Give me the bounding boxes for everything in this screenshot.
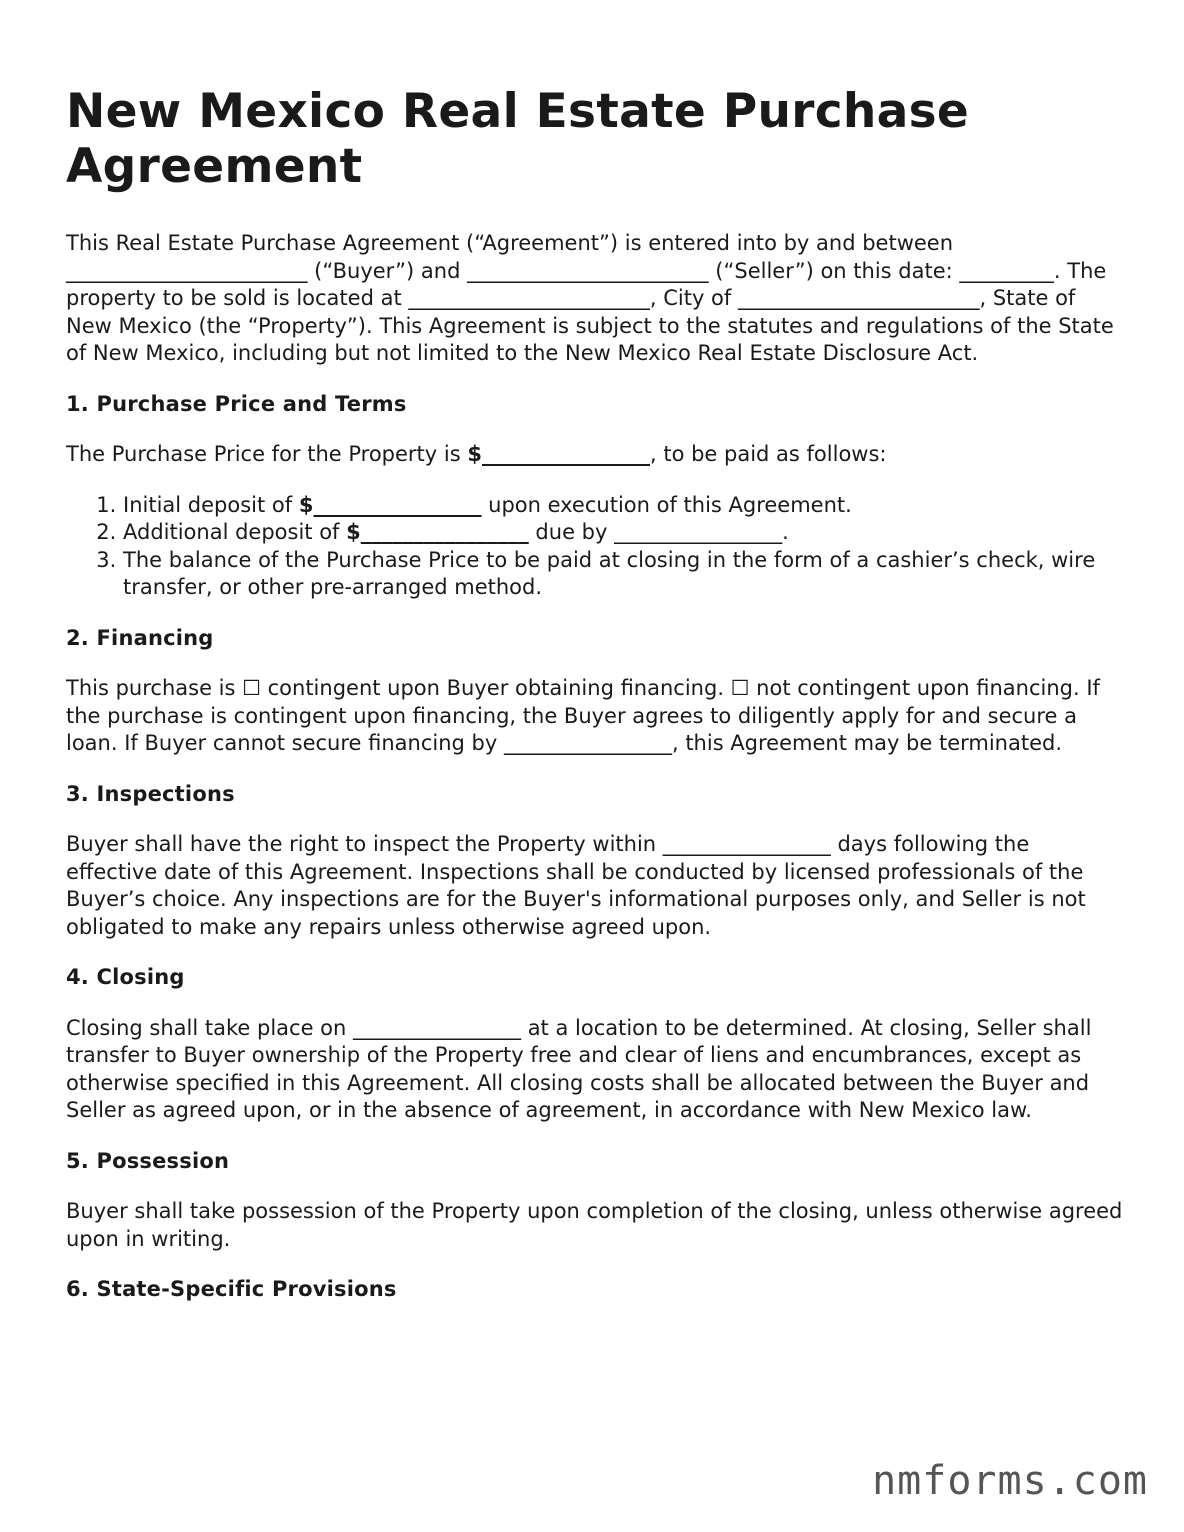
payment-terms-list bbox=[66, 492, 1126, 602]
possession-paragraph: Buyer shall take possession of the Property upon completion of the closing, unless otherwise agreed upon in writing. bbox=[66, 1199, 1123, 1251]
list-item-text: Initial deposit of bbox=[123, 492, 299, 517]
section-heading-financing: 2. Financing bbox=[66, 625, 214, 650]
list-item-text: due by ________________. bbox=[528, 520, 789, 544]
financing-paragraph: This purchase is ☐ contingent upon Buyer obtaining financing. ☐ not contingent upon financing. If the purchase is contingent upon financing, the Buyer agrees to diligently apply for and secure a loan. If Buyer cannot secure financing by ________________, this Agreement may be terminated. bbox=[66, 676, 1100, 755]
section-heading-purchase-price: 1. Purchase Price and Terms bbox=[66, 391, 407, 416]
purchase-price-blank: $________________ bbox=[467, 442, 650, 466]
purchase-price-paragraph bbox=[66, 441, 1126, 469]
intro-paragraph: This Real Estate Purchase Agreement (“Agreement”) is entered into by and between _______________________ (“Buyer”) and _______________________ (“Seller”) on this date: _________. The property to be sold is located at _______________________, City of _______________________, State of New Mexico (the “Property”). This Agreement is subject to the statutes and regulations of the State of New Mexico, including but not limited to the New Mexico Real Estate Disclosure Act. bbox=[66, 231, 1114, 365]
list-item-text: upon execution of this Agreement. bbox=[481, 492, 852, 517]
section-heading-possession: 5. Possession bbox=[66, 1148, 230, 1173]
document-title: New Mexico Real Estate Purchase Agreement bbox=[66, 84, 970, 194]
purchase-price-text-before: The Purchase Price for the Property is bbox=[66, 442, 468, 466]
document-page bbox=[66, 84, 1126, 1327]
inspections-paragraph: Buyer shall have the right to inspect the Property within ________________ days following the effective date of this Agreement. Inspections shall be conducted by licensed professionals of the Buyer’s choice. Any inspections are for the Buyer's informational purposes only, and Seller is not obligated to make any repairs unless otherwise agreed upon. bbox=[66, 832, 1086, 939]
list-item bbox=[123, 492, 1126, 520]
closing-paragraph: Closing shall take place on ________________ at a location to be determined. At closing, Seller shall transfer to Buyer ownership of the Property free and clear of liens and encumbrances, except as otherwise specified in this Agreement. All closing costs shall be allocated between the Buyer and Seller as agreed upon, or in the absence of agreement, in accordance with New Mexico law. bbox=[66, 1015, 1092, 1122]
list-item-text: The balance of the Purchase Price to be paid at closing in the form of a cashier’s check, wire transfer, or other pre-arranged method. bbox=[123, 547, 1096, 599]
list-item-text: Additional deposit of bbox=[123, 520, 347, 544]
section-heading-closing: 4. Closing bbox=[66, 965, 185, 989]
watermark: nmforms.com bbox=[872, 1458, 1148, 1504]
purchase-price-text-after: , to be paid as follows: bbox=[649, 442, 887, 466]
list-item bbox=[123, 519, 1126, 547]
list-item bbox=[123, 547, 1126, 602]
section-heading-state-provisions: 6. State-Specific Provisions bbox=[66, 1277, 397, 1301]
deposit-blank: $________________ bbox=[346, 520, 529, 544]
section-heading-inspections: 3. Inspections bbox=[66, 781, 235, 806]
deposit-blank: $________________ bbox=[298, 492, 482, 517]
